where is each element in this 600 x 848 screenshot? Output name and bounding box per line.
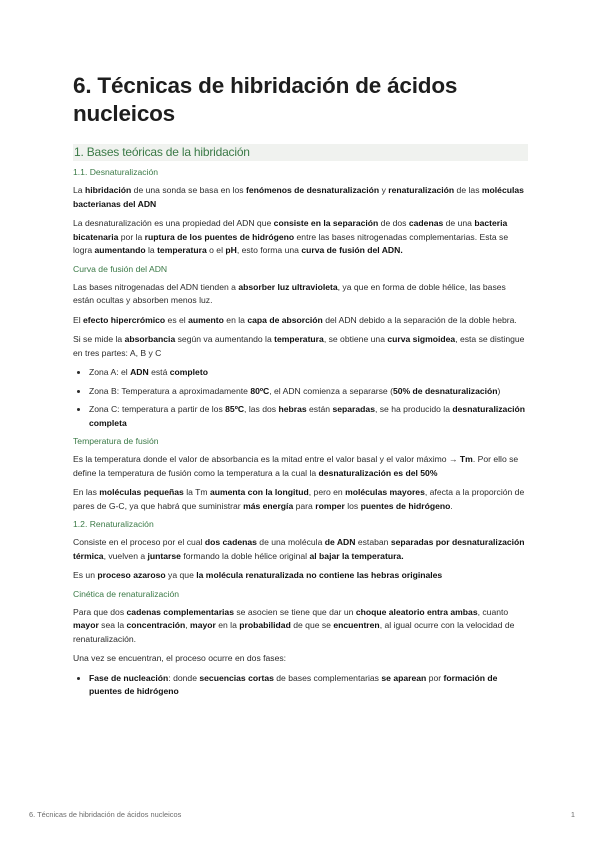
list-item: • Zona A: el ADN está completo [89, 366, 528, 380]
paragraph-tm: Es la temperatura donde el valor de absorbancia es la mitad entre el valor basal y el valor máximo → Tm. Por ello se define la temperatura de fusión como la temperatura a la cual la desnaturalización es del 50% [73, 454, 519, 478]
paragraph-renaturalizacion: Consiste en el proceso por el cual dos cadenas de una molécula de ADN estaban separadas por desnaturalización térmica, vuelven a juntarse formando la doble hélice original al bajar la temperatura. [73, 537, 525, 561]
footer-title: 6. Técnicas de hibridación de ácidos nucleicos [29, 810, 182, 819]
list-item: • Zona C: temperatura a partir de los 85ºC, las dos hebras están separadas, se ha producido la desnaturalización completa [89, 403, 528, 430]
paragraph-efecto-hipercromico: El efecto hipercrómico es el aumento en la capa de absorción del ADN debido a la separación de la doble hebra. [73, 314, 517, 325]
page-title: 6. Técnicas de hibridación de ácidos nucleicos [73, 73, 458, 126]
paragraph-proceso-azaroso: Es un proceso azaroso ya que la molécula renaturalizada no contiene las hebras originales [73, 570, 443, 580]
subsection-heading-1-1: 1.1. Desnaturalización [73, 167, 159, 177]
heading-cinetica: Cinética de renaturalización [73, 588, 180, 599]
heading-curva-fusion: Curva de fusión del ADN [73, 263, 168, 274]
paragraph-dos-fases: Una vez se encuentran, el proceso ocurre en dos fases: [73, 653, 287, 663]
list-item: • Zona B: Temperatura a aproximadamente 80ºC, el ADN comienza a separarse (50% de desnaturalización) [89, 385, 528, 399]
paragraph-absorbancia: Si se mide la absorbancia según va aumentando la temperatura, se obtiene una curva sigmoidea, esta se distingue en tres partes: A, B y C [73, 334, 525, 358]
paragraph-moleculas: En las moléculas pequeñas la Tm aumenta con la longitud, pero en moléculas mayores, afecta a la proporción de pares de G-C, ya que habrá que suministrar más energía para romper los puentes de hidrógeno. [73, 487, 525, 511]
list-zonas [73, 366, 528, 430]
list-fases [73, 672, 528, 699]
page-number: 1 [570, 810, 575, 819]
subsection-heading-1-2: 1.2. Renaturalización [73, 519, 154, 529]
paragraph-hibridacion: La hibridación de una sonda se basa en los fenómenos de desnaturalización y renaturalización de las moléculas bacterianas del ADN [73, 185, 524, 209]
paragraph-absorber-luz: Las bases nitrogenadas del ADN tienden a absorber luz ultravioleta, ya que en forma de doble hélice, las bases están ocultas y absorben menos luz. [73, 281, 506, 305]
list-item: • Fase de nucleación: donde secuencias cortas de bases complementarias se aparean por formación de puentes de hidrógeno [89, 672, 528, 699]
paragraph-desnaturalizacion: La desnaturalización es una propiedad del ADN que consiste en la separación de dos cadenas de una bacteria bicatenaria por la ruptura de los puentes de hidrógeno entre las bases nitrogenadas complementarias. Esta se logra aumentando la temperatura o el pH, esto forma una curva de fusión del ADN. [73, 218, 509, 255]
section-heading-1: 1. Bases teóricas de la hibridación [73, 144, 528, 161]
heading-temperatura-fusion: Temperatura de fusión [73, 436, 159, 446]
document-body [73, 144, 528, 705]
page-footer [29, 810, 575, 819]
paragraph-cadenas-complementarias: Para que dos cadenas complementarias se asocien se tiene que dar un choque aleatorio entra ambas, cuanto mayor sea la concentración, mayor en la probabilidad de que se encuentren, al igual ocurre con la velocidad de renaturalización. [73, 606, 515, 644]
